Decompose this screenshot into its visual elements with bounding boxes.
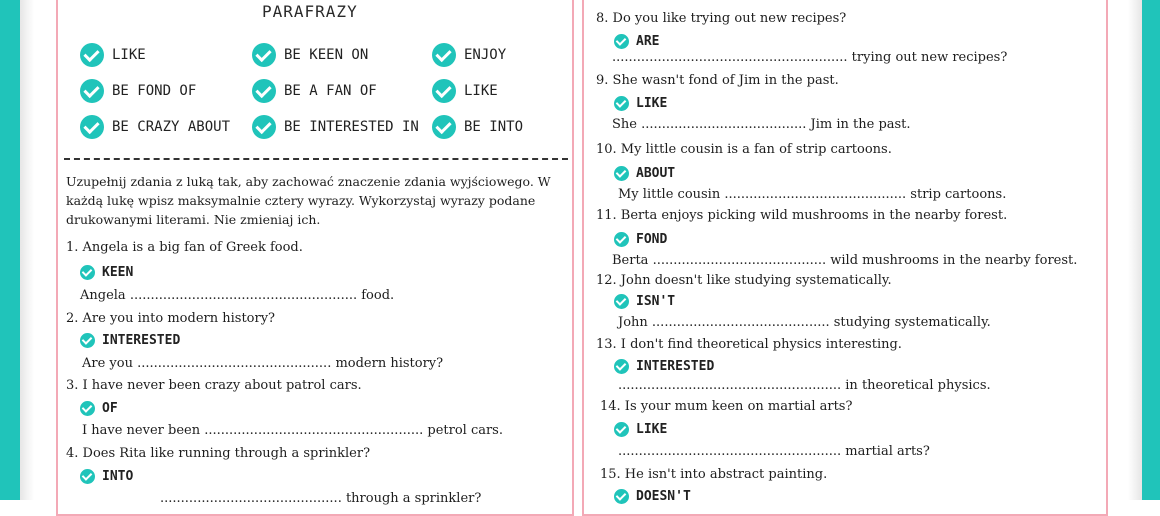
check-icon	[80, 265, 95, 280]
exercise-sentence: 9. She wasn't fond of Jim in the past.	[596, 73, 839, 88]
exercise-sentence: 11. Berta enjoys picking wild mushrooms in the nearby forest.	[596, 208, 1008, 223]
exercise-answer-line[interactable]: I have never been ..................................................... petrol cars.	[82, 423, 503, 438]
exercise-answer-line[interactable]: Are you ............................................... modern history?	[82, 356, 444, 371]
left-page-shadow	[20, 0, 34, 500]
exercise-answer-line[interactable]: ...................................................... martial arts?	[618, 444, 930, 459]
synonym-chip: BE FOND OF	[80, 79, 196, 103]
check-icon	[80, 43, 104, 67]
exercise-sentence: 15. He isn't into abstract painting.	[600, 467, 828, 482]
exercise-keyword: LIKE	[614, 420, 667, 438]
exercise-answer-line[interactable]: Angela ....................................................... food.	[80, 288, 395, 303]
right-page-shadow	[1128, 0, 1142, 500]
exercise-keyword: ABOUT	[614, 164, 675, 182]
synonym-chip: LIKE	[432, 79, 498, 103]
dashed-divider	[64, 158, 568, 160]
check-icon	[80, 401, 95, 416]
instructions: Uzupełnij zdania z luką tak, aby zachować znaczenie zdania wyjściowego. W każdą lukę wpisz maksymalnie cztery wyrazy. Wykorzystaj wyrazy podane drukowanymi literami. Nie zmieniaj ich.	[66, 174, 551, 227]
exercise-sentence: 14. Is your mum keen on martial arts?	[600, 399, 853, 414]
synonym-chip: BE CRAZY ABOUT	[80, 115, 230, 139]
check-icon	[432, 115, 456, 139]
right-teal-border	[1142, 0, 1160, 500]
check-icon	[252, 79, 276, 103]
exercise-keyword: ISN'T	[614, 292, 675, 310]
check-icon	[614, 294, 629, 309]
check-icon	[432, 43, 456, 67]
exercise-answer-line[interactable]: My little cousin ............................................ strip cartoons.	[618, 187, 1007, 202]
check-icon	[614, 34, 629, 49]
synonym-chip: BE KEEN ON	[252, 43, 368, 67]
check-icon	[252, 43, 276, 67]
check-icon	[80, 333, 95, 348]
check-icon	[614, 166, 629, 181]
synonym-chip: BE INTO	[432, 115, 523, 139]
exercise-sentence: 4. Does Rita like running through a sprinkler?	[66, 446, 371, 461]
exercise-keyword: INTO	[80, 467, 133, 485]
exercise-keyword: FOND	[614, 230, 667, 248]
exercise-sentence: 1. Angela is a big fan of Greek food.	[66, 240, 303, 255]
exercise-keyword: KEEN	[80, 263, 133, 281]
exercise-answer-line[interactable]: John ........................................... studying systematically.	[618, 315, 991, 330]
exercise-answer-line[interactable]: ............................................ through a sprinkler?	[160, 491, 482, 506]
check-icon	[614, 359, 629, 374]
check-icon	[614, 422, 629, 437]
synonym-chip: BE INTERESTED IN	[252, 115, 419, 139]
check-icon	[80, 115, 104, 139]
exercise-answer-line[interactable]: ......................................................... trying out new recipes?	[612, 50, 1008, 65]
exercise-answer-line[interactable]: She ........................................ Jim in the past.	[612, 117, 911, 132]
check-icon	[614, 232, 629, 247]
check-icon	[80, 469, 95, 484]
exercise-keyword: LIKE	[614, 94, 667, 112]
left-teal-border	[0, 0, 20, 500]
exercise-keyword: OF	[80, 399, 118, 417]
exercise-sentence: 13. I don't find theoretical physics interesting.	[596, 337, 902, 352]
check-icon	[614, 489, 629, 504]
synonym-chip: LIKE	[80, 43, 146, 67]
exercise-keyword: DOESN'T	[614, 487, 691, 505]
check-icon	[432, 79, 456, 103]
exercise-sentence: 2. Are you into modern history?	[66, 311, 276, 326]
exercise-answer-line[interactable]: ...................................................... in theoretical physics.	[618, 378, 991, 393]
exercise-sentence: 3. I have never been crazy about patrol cars.	[66, 378, 362, 393]
exercise-sentence: 12. John doesn't like studying systematically.	[596, 273, 892, 288]
check-icon	[252, 115, 276, 139]
exercise-answer-line[interactable]: Berta .......................................... wild mushrooms in the nearby forest.	[612, 253, 1078, 268]
exercise-sentence: 8. Do you like trying out new recipes?	[596, 11, 847, 26]
synonym-chip: ENJOY	[432, 43, 506, 67]
exercise-keyword: INTERESTED	[80, 331, 180, 349]
check-icon	[80, 79, 104, 103]
exercise-keyword: ARE	[614, 32, 659, 50]
worksheet-title: PARAFRAZY	[262, 2, 358, 21]
exercise-sentence: 10. My little cousin is a fan of strip cartoons.	[596, 142, 892, 157]
left-worksheet-panel	[56, 0, 574, 516]
check-icon	[614, 96, 629, 111]
synonym-chip: BE A FAN OF	[252, 79, 377, 103]
exercise-keyword: INTERESTED	[614, 357, 714, 375]
